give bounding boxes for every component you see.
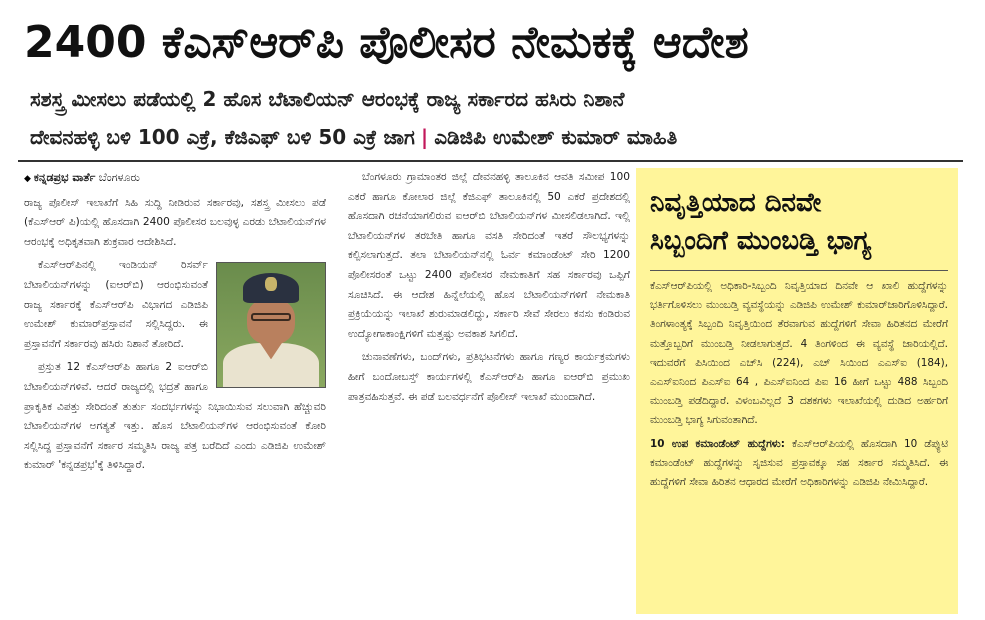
byline bbox=[24, 168, 326, 190]
photo-cap-badge bbox=[265, 277, 277, 291]
subheadline-1: ಸಶಸ್ತ್ರ ಮೀಸಲು ಪಡೆಯಲ್ಲಿ 2 ಹೊಸ ಬೆಟಾಲಿಯನ್ ಆರಂಭಕ್ಕೆ ರಾಜ್ಯ ಸರ್ಕಾರದ ಹಸಿರು ನಿಶಾನೆ bbox=[30, 87, 625, 111]
subheadline-2-part-a: ದೇವನಹಳ್ಳಿ ಬಳಿ 100 ಎಕ್ರೆ, ಕೆಜಿಎಫ್ ಬಳಿ 50 ಎಕ್ರೆ ಜಾಗ bbox=[30, 125, 415, 149]
sidebar-lead: 10 ಉಪ ಕಮಾಂಡೆಂಟ್ ಹುದ್ದೆಗಳು: bbox=[650, 437, 785, 450]
article-paragraph: ಬೆಂಗಳೂರು ಗ್ರಾಮಾಂತರ ಜಿಲ್ಲೆ ದೇವನಹಳ್ಳಿ ತಾಲೂಕಿನ ಆವತಿ ಸಮೀಪ 100 ಎಕರೆ ಹಾಗೂ ಕೋಲಾರ ಜಿಲ್ಲೆ ಕೆಜಿಎಫ್ ತಾಲೂಕಿನಲ್ಲಿ 50 ಎಕರೆ ಪ್ರದೇಶದಲ್ಲಿ ಹೊಸದಾಗಿ ರಚನೆಯಾಗಲಿರುವ ಐಆರ್‌ಬಿ ಬೆಟಾಲಿಯನ್‌ಗಳ ಮೀಸಲಿಡಲಾಗಿದೆ. ಇಲ್ಲಿ ಬೆಟಾಲಿಯನ್‌ಗಳ ತರಬೇತಿ ಹಾಗೂ ವಸತಿ ಸೇರಿದಂತೆ ಇತರೆ ಸೌಲಭ್ಯಗಳನ್ನು ಕಲ್ಪಿಸಲಾಗುತ್ತದೆ. ತಲಾ ಬೆಟಾಲಿಯನ್‌ನಲ್ಲಿ ಓರ್ವ ಕಮಾಂಡೆಂಟ್ ಸೇರಿ 1200 ಪೊಲೀಸರಂತೆ ಒಟ್ಟು 2400 ಪೊಲೀಸರ ನೇಮಕಾತಿಗೆ ಸಹ ಸರ್ಕಾರವು ಒಪ್ಪಿಗೆ ಸೂಚಿಸಿದೆ. ಈ ಆದೇಶ ಹಿನ್ನೆಲೆಯಲ್ಲಿ ಹೊಸ ಬೆಟಾಲಿಯನ್‌ಗಳಿಗೆ ನೇಮಕಾತಿ ಪ್ರಕ್ರಿಯೆಯನ್ನು ಇಲಾಖೆ ಶುರುಮಾಡಲಿದ್ದು, ಸರ್ಕಾರಿ ಸೇವೆ ಸೇರಲು ಕನಸು ಕಂಡಿರುವ ಉದ್ಯೋಗಾಕಾಂಕ್ಷಿಗಳಿಗೆ ಮತ್ತಷ್ಟು ಅವಕಾಶ ಸಿಗಲಿದೆ. bbox=[348, 171, 630, 340]
officer-photo bbox=[216, 262, 326, 388]
photo-face bbox=[247, 299, 295, 345]
article-column-2 bbox=[348, 168, 630, 608]
sidebar-title-line-1: ನಿವೃತ್ತಿಯಾದ ದಿನವೇ bbox=[650, 188, 822, 218]
header-rule bbox=[18, 160, 963, 162]
article-column-1 bbox=[24, 168, 326, 608]
byline-marker-icon: ◆ bbox=[24, 174, 31, 184]
sidebar-rule bbox=[650, 270, 948, 271]
subheadline-2 bbox=[30, 120, 960, 154]
sidebar-paragraph: ಕೆಎಸ್ಆರ್‌ಪಿಯಲ್ಲಿ ಅಧಿಕಾರಿ-ಸಿಬ್ಬಂದಿ ನಿವೃತ್ತಿಯಾದ ದಿನವೇ ಆ ಖಾಲಿ ಹುದ್ದೆಗಳನ್ನು ಭರ್ತಿಗೊಳಿಸಲು ಮುಂಬಡ್ತಿ ವ್ಯವಸ್ಥೆಯನ್ನು ಎಡಿಜಿಪಿ ಉಮೇಶ್ ಕುಮಾರ್‌ಜಾರಿಗೊಳಿಸಿದ್ದಾರೆ. ತಿಂಗಳಾಂತ್ಯಕ್ಕೆ ಸಿಬ್ಬಂದಿ ನಿವೃತ್ತಿಯಿಂದ ತೆರವಾಗುವ ಹುದ್ದೆಗಳಿಗೆ ಸೇವಾ ಹಿರಿತನದ ಮೇರೆಗೆ ಮತ್ತೊಬ್ಬರಿಗೆ ಮುಂಬಡ್ತಿ ನೀಡಲಾಗುತ್ತದೆ. 4 ತಿಂಗಳಿಂದ ಈ ವ್ಯವಸ್ಥೆ ಜಾರಿಯಲ್ಲಿದೆ. ಇದುವರೆಗೆ ಪಿಸಿಯಿಂದ ಎಚ್‌ಸಿ (224), ಎಚ್ ಸಿಯಿಂದ ಎಎಸ್ಐ (184), ಎಎಸ್ಐನಿಂದ ಪಿಎಸ್ಐ 64 , ಪಿಎಸ್ಐನಿಂದ ಪಿಐ 16 ಹೀಗೆ ಒಟ್ಟು 488 ಸಿಬ್ಬಂದಿ ಮುಂಬಡ್ತಿ ಪಡೆದಿದ್ದಾರೆ. ವಿಳಂಬವಿಲ್ಲದೆ 3 ದಶಕಗಳು ಇಲಾಖೆಯಲ್ಲಿ ದುಡಿದ ಅರ್ಹರಿಗೆ ಮುಂಬಡ್ತಿ ಭಾಗ್ಯ ಸಿಗುವಂತಾಗಿದೆ. bbox=[650, 280, 948, 427]
subheadline-separator: | bbox=[420, 125, 429, 149]
article-paragraph: ಕೆಎಸ್ಆರ್‌ಪಿನಲ್ಲಿ ಇಂಡಿಯನ್ ರಿಸರ್ವ್ ಬೆಟಾಲಿಯನ್‌ಗಳನ್ನು (ಐಆರ್‌ಬಿ) ಆರಂಭಿಸುವಂತೆ ರಾಜ್ಯ ಸರ್ಕಾರಕ್ಕೆ ಕೆಎಸ್ಆರ್‌ಪಿ ವಿಭಾಗದ ಎಡಿಜಿಪಿ ಉಮೇಶ್ ಕುಮಾರ್‌ಪ್ರಸ್ತಾವನೆ ಸಲ್ಲಿಸಿದ್ದರು. ಈ ಪ್ರಸ್ತಾವನೆಗೆ ಸರ್ಕಾರವು ಹಸಿರು ನಿಶಾನೆ ತೋರಿದೆ. bbox=[24, 259, 208, 350]
sidebar-box bbox=[636, 168, 958, 614]
sidebar-paragraph-2-text: ಕೆಎಸ್ಆರ್‌ಪಿಯಲ್ಲಿ ಹೊಸದಾಗಿ 10 ಡೆಪ್ಯುಟಿ ಕಮಾಂಡೆಂಟ್ ಹುದ್ದೆಗಳನ್ನು ಸೃಜಿಸುವ ಪ್ರಸ್ತಾವಕ್ಕೂ ಸಹ ಸರ್ಕಾರ ಸಮ್ಮತಿಸಿದೆ. ಈ ಹುದ್ದೆಗಳಿಗೆ ಸೇವಾ ಹಿರಿತನ ಆಧಾರದ ಮೇರೆಗೆ ಅಧಿಕಾರಿಗಳನ್ನು ಎಡಿಜಿಪಿ ನೇಮಿಸಿದ್ದಾರೆ. bbox=[650, 437, 948, 489]
subheadline-2-part-b: ಎಡಿಜಿಪಿ ಉಮೇಶ್ ಕುಮಾರ್ ಮಾಹಿತಿ bbox=[434, 125, 678, 149]
article-paragraph: ರಾಜ್ಯ ಪೊಲೀಸ್ ಇಲಾಖೆಗೆ ಸಿಹಿ ಸುದ್ದಿ ನೀಡಿರುವ ಸರ್ಕಾರವು, ಸಶಸ್ತ್ರ ಮೀಸಲು ಪಡೆ (ಕೆಎಸ್ಆರ್ ಪಿ)ಯಲ್ಲಿ ಹೊಸದಾಗಿ 2400 ಪೊಲೀಸರ ಬಲವುಳ್ಳ ಎರಡು ಬೆಟಾಲಿಯನ್‌ಗಳ ಆರಂಭಕ್ಕೆ ಅಧಿಕೃತವಾಗಿ ಶುಕ್ರವಾರ ಆದೇಶಿಸಿದೆ. bbox=[24, 196, 326, 248]
byline-place: ಬೆಂಗಳೂರು bbox=[98, 171, 140, 184]
byline-source: ಕನ್ನಡಪ್ರಭ ವಾರ್ತೆ bbox=[33, 171, 96, 184]
sidebar-title-line-2: ಸಿಬ್ಬಂದಿಗೆ ಮುಂಬಡ್ತಿ ಭಾಗ್ಯ bbox=[650, 226, 872, 256]
headline: 2400 ಕೆಎಸ್ಆರ್‌ಪಿ ಪೊಲೀಸರ ನೇಮಕಕ್ಕೆ ಆದೇಶ bbox=[24, 17, 749, 68]
article-paragraph: ಚುನಾವಣೆಗಳು, ಬಂದ್‌ಗಳು, ಪ್ರತಿಭಟನೆಗಳು ಹಾಗೂ ಗಣ್ಯರ ಕಾರ್ಯಕ್ರಮಗಳು ಹೀಗೆ ಬಂದೋಬಸ್ತ್ ಕಾರ್ಯಗಳಲ್ಲಿ ಕೆಎಸ್ಆರ್‌ಪಿ ಹಾಗೂ ಐಆರ್‌ಬಿ ಪ್ರಮುಖ ಪಾತ್ರವಹಿಸುತ್ತವೆ. ಈ ಪಡೆ ಬಲವರ್ಧನೆಗೆ ಪೊಲೀಸ್ ಇಲಾಖೆ ಮುಂದಾಗಿದೆ. bbox=[348, 351, 630, 403]
sidebar-title bbox=[650, 184, 948, 260]
article-paragraph: ಪ್ರಸ್ತುತ 12 ಕೆಎಸ್ಆರ್‌ಪಿ ಹಾಗೂ 2 ಐಆರ್‌ಬಿ ಬೆಟಾಲಿಯನ್‌ಗಳಿವೆ. ಆದರೆ ರಾಜ್ಯದಲ್ಲಿ ಭದ್ರತೆ ಹಾಗೂ ಪ್ರಾಕೃತಿಕ ವಿಪತ್ತು ಸೇರಿದಂತೆ ತುರ್ತು ಸಂದರ್ಭಗಳನ್ನು ನಿಭಾಯಿಸುವ ಸಲುವಾಗಿ ಹೆಚ್ಚುವರಿ ಬೆಟಾಲಿಯನ್‌ಗಳ ಅಗತ್ಯತೆ ಇತ್ತು. ಹೊಸ ಬೆಟಾಲಿಯನ್‌ಗಳ ಆರಂಭಿಸುವಂತೆ ಕೋರಿ ಸಲ್ಲಿಸಿದ್ದ ಪ್ರಸ್ತಾವನೆಗೆ ಸರ್ಕಾರ ಸಮ್ಮತಿಸಿ ರಾಜ್ಯ ಪತ್ರ ಬರೆದಿದೆ ಎಂದು ಎಡಿಜಿಪಿ ಉಮೇಶ್ ಕುಮಾರ್ 'ಕನ್ನಡಪ್ರಭ'ಕ್ಕೆ ತಿಳಿಸಿದ್ದಾರೆ. bbox=[24, 361, 326, 472]
photo-glasses bbox=[251, 313, 291, 321]
sidebar-paragraph-2 bbox=[650, 435, 948, 493]
